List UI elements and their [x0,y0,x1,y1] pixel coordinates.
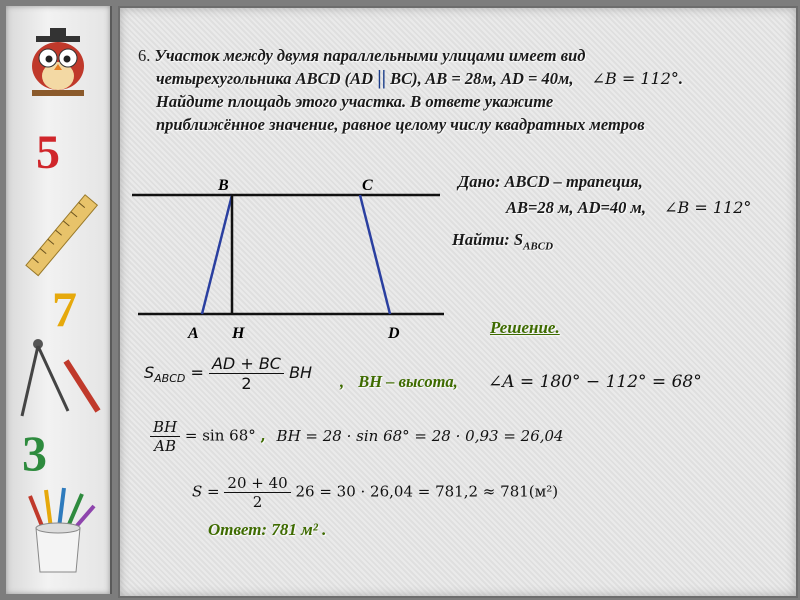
label-d: D [388,325,400,342]
area-lhs-sub: ABCD [154,372,186,386]
ratio-rhs: = sin 68° [184,426,256,445]
compass-icon [22,339,98,416]
find-subscript: ABCD [523,240,554,253]
given-line-2 [506,198,751,218]
s-numerator: 20 + 40 [224,474,290,493]
problem-line-2b: BC), AB = 28м, AD = 40м, [390,69,574,88]
problem-line-3: Найдите площадь этого участка. В ответе укажите [156,92,554,111]
problem-statement [138,44,738,136]
ruler-icon [26,195,97,276]
comma-2: , [260,426,266,445]
problem-line-1: Участок между двумя параллельными улицами имеет вид [154,46,586,65]
s-lhs: S = [192,482,220,501]
bh-calculation: BH = 28 · sin 68° = 28 · 0,93 = 26,04 [276,426,564,445]
pencil-cup-icon [30,488,94,572]
problem-line-2-end: . [678,69,684,88]
s-denominator: 2 [252,493,263,511]
decorative-sidebar [6,6,112,594]
given-angle: ∠B = 112° [664,198,752,217]
ratio-fraction [150,418,180,455]
given-line-1: Дано: ABCD – трапеция, [458,172,643,191]
label-h: H [232,325,245,342]
solution-heading: Решение. [490,318,560,337]
comma-1: , [340,372,345,391]
ratio-formula [150,418,564,455]
content-panel [118,6,798,598]
side-cd [360,195,390,314]
label-c: C [362,177,373,194]
area-eq: = [190,363,204,382]
side-ab [202,195,232,314]
ratio-denominator: AB [154,437,176,455]
digit-5-icon: 5 [36,126,60,179]
area-lhs: S [144,363,155,382]
owl-icon [32,28,84,96]
bh-height-note [340,372,458,392]
problem-line-4: приближённое значение, равное целому числу квадратных метров [156,115,645,134]
s-fraction [224,474,290,511]
problem-angle-b: ∠B = 112° [591,69,679,88]
problem-number: 6. [138,46,151,65]
sidebar-art [6,6,110,594]
area-numerator: AD + BC [209,354,284,374]
angle-a-calc: ∠A = 180° − 112° = 68° [488,372,702,392]
answer: Ответ: 781 м² . [208,520,327,539]
problem-line-2a: четырехугольника ABCD (AD [156,69,374,88]
area-denominator: 2 [241,374,252,393]
bh-height: BH – высота, [358,372,458,391]
find-label: Найти: S [452,230,524,249]
parallel-symbol: || [377,67,386,89]
label-a: A [188,325,199,342]
area-fraction [209,354,284,393]
label-b: B [218,177,229,194]
area-computation [192,474,558,511]
s-rhs: 26 = 30 · 26,04 = 781,2 ≈ 781(м²) [295,482,559,501]
find-line [452,230,553,252]
trapezoid-figure [120,168,460,348]
digit-3-icon: 3 [22,425,47,481]
area-formula [144,354,312,393]
area-rhs: BH [289,363,313,382]
ratio-numerator: BH [150,418,180,437]
digit-7-icon: 7 [52,281,77,337]
given-values: AB=28 м, AD=40 м, [506,198,646,217]
